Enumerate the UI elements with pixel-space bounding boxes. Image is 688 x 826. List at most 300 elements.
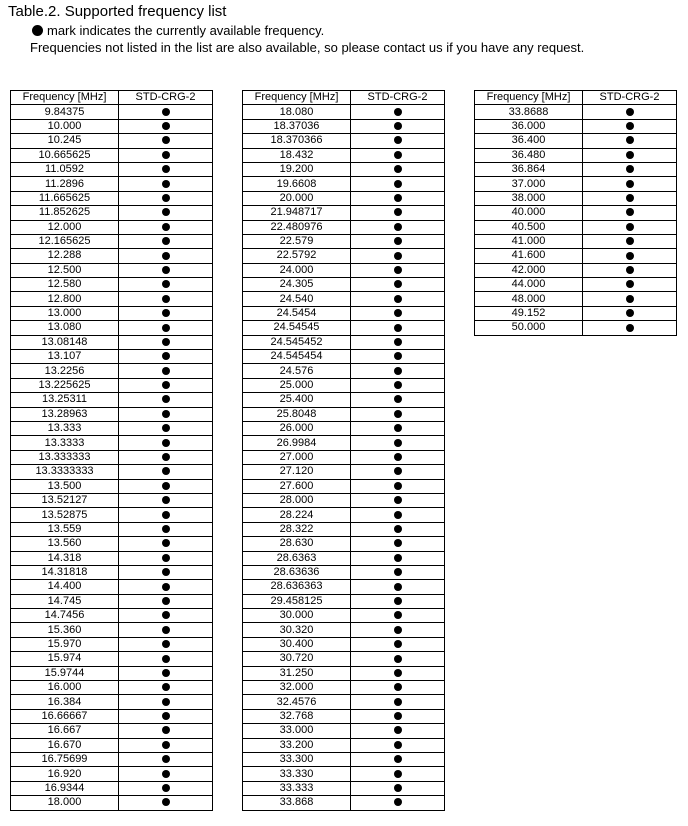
table-row [11,724,213,738]
availability-cell [351,681,445,695]
availability-cell [351,421,445,435]
availability-cell [119,249,213,263]
frequency-cell: 28.636363 [243,580,351,594]
table-body [243,105,445,810]
table-row [11,407,213,421]
available-mark-icon [162,252,170,260]
table-row [11,695,213,709]
table-row [475,321,677,335]
available-mark-icon [626,266,634,274]
frequency-cell: 16.000 [11,681,119,695]
frequency-cell: 30.000 [243,609,351,623]
frequency-cell: 33.333 [243,781,351,795]
table-row [11,364,213,378]
table-row [11,220,213,234]
availability-cell [583,206,677,220]
frequency-cell: 30.720 [243,652,351,666]
frequency-cell: 20.000 [243,191,351,205]
availability-cell [119,350,213,364]
table-row [11,781,213,795]
table-row [11,738,213,752]
table-row [475,177,677,191]
availability-cell [351,220,445,234]
available-mark-icon [626,108,634,116]
availability-cell [351,637,445,651]
availability-cell [119,321,213,335]
frequency-cell: 11.2896 [11,177,119,191]
available-mark-icon [626,180,634,188]
availability-cell [583,119,677,133]
availability-cell [351,479,445,493]
availability-cell [351,321,445,335]
frequency-cell: 36.400 [475,134,583,148]
available-mark-icon [394,108,402,116]
available-mark-icon [394,208,402,216]
availability-cell [351,781,445,795]
available-mark-icon [394,453,402,461]
table-row [243,134,445,148]
available-mark-icon [626,309,634,317]
table-row [475,191,677,205]
frequency-cell: 16.667 [11,724,119,738]
available-mark-icon [394,352,402,360]
frequency-cell: 33.000 [243,724,351,738]
table-row [243,724,445,738]
availability-cell [351,350,445,364]
frequency-cell: 24.5454 [243,306,351,320]
available-mark-icon [394,626,402,634]
frequency-cell: 36.864 [475,162,583,176]
availability-cell [119,479,213,493]
available-mark-icon [394,770,402,778]
available-mark-icon [394,309,402,317]
availability-cell [119,508,213,522]
frequency-cell: 24.545454 [243,350,351,364]
available-mark-icon [394,180,402,188]
table-row [243,508,445,522]
table-row [475,220,677,234]
available-mark-icon [162,208,170,216]
available-mark-icon [626,252,634,260]
frequency-cell: 38.000 [475,191,583,205]
available-mark-icon [162,496,170,504]
frequency-cell: 18.37036 [243,119,351,133]
availability-cell [583,220,677,234]
table-row [243,479,445,493]
table-row [11,134,213,148]
frequency-cell: 15.9744 [11,666,119,680]
frequency-cell: 13.500 [11,479,119,493]
frequency-cell: 26.9984 [243,436,351,450]
available-mark-icon [162,352,170,360]
availability-cell [351,666,445,680]
frequency-cell: 15.360 [11,623,119,637]
frequency-cell: 24.545452 [243,335,351,349]
available-mark-icon [626,194,634,202]
frequency-cell: 24.54545 [243,321,351,335]
table-row [243,752,445,766]
availability-cell [351,249,445,263]
frequency-cell: 10.000 [11,119,119,133]
table-row [243,105,445,119]
available-mark-icon [394,683,402,691]
availability-cell [351,436,445,450]
table-body [11,105,213,810]
available-mark-icon [394,165,402,173]
table-row [243,738,445,752]
table-row [11,580,213,594]
available-mark-icon [394,583,402,591]
availability-cell [583,134,677,148]
available-mark-icon [394,324,402,332]
table-row [243,234,445,248]
available-mark-icon [394,136,402,144]
frequency-cell: 12.165625 [11,234,119,248]
frequency-cell: 32.000 [243,681,351,695]
table-row [475,234,677,248]
availability-cell [119,206,213,220]
availability-cell [351,292,445,306]
table-row [11,321,213,335]
table-row [11,206,213,220]
frequency-cell: 27.000 [243,450,351,464]
table-row [475,278,677,292]
availability-cell [119,306,213,320]
frequency-cell: 27.600 [243,479,351,493]
availability-cell [351,796,445,810]
available-mark-icon [394,669,402,677]
table-row [243,364,445,378]
frequency-cell: 42.000 [475,263,583,277]
frequency-cell: 25.400 [243,393,351,407]
available-mark-icon [394,266,402,274]
available-mark-icon [162,597,170,605]
frequency-cell: 19.6608 [243,177,351,191]
availability-cell [583,148,677,162]
table-row [243,565,445,579]
table-row [243,306,445,320]
frequency-cell: 30.400 [243,637,351,651]
availability-cell [351,537,445,551]
available-mark-icon [626,136,634,144]
available-mark-icon [162,180,170,188]
table-row [243,580,445,594]
frequency-cell: 44.000 [475,278,583,292]
availability-cell [351,752,445,766]
table-row [11,105,213,119]
frequency-cell: 41.000 [475,234,583,248]
available-mark-icon [626,324,634,332]
availability-cell [583,105,677,119]
frequency-cell: 12.800 [11,292,119,306]
table-row [475,105,677,119]
table-row [11,350,213,364]
frequency-cell: 18.000 [11,796,119,810]
availability-cell [351,493,445,507]
frequency-cell: 22.480976 [243,220,351,234]
available-mark-icon [162,798,170,806]
frequency-cell: 16.670 [11,738,119,752]
available-mark-icon [394,194,402,202]
available-mark-icon [626,280,634,288]
frequency-cell: 16.920 [11,767,119,781]
table-row [475,134,677,148]
table-row [11,508,213,522]
table-row [11,177,213,191]
availability-cell [119,465,213,479]
table-row [11,609,213,623]
table-header-row [475,91,677,105]
available-mark-icon [162,122,170,130]
frequency-cell: 13.08148 [11,335,119,349]
availability-cell [351,306,445,320]
frequency-cell: 29.458125 [243,594,351,608]
available-mark-icon [162,367,170,375]
table-row [475,162,677,176]
table-row [11,234,213,248]
table-row [243,623,445,637]
table-row [243,522,445,536]
table-row [243,220,445,234]
available-mark-icon [394,122,402,130]
availability-cell [119,407,213,421]
frequency-cell: 14.318 [11,551,119,565]
available-mark-icon [162,165,170,173]
availability-cell [119,148,213,162]
table-header-row [11,91,213,105]
availability-cell [583,191,677,205]
available-mark-icon [162,770,170,778]
availability-cell [351,609,445,623]
availability-cell [351,364,445,378]
availability-cell [583,162,677,176]
availability-cell [119,781,213,795]
availability-cell [119,609,213,623]
frequency-cell: 18.370366 [243,134,351,148]
frequency-cell: 12.500 [11,263,119,277]
availability-cell [119,105,213,119]
frequency-cell: 12.000 [11,220,119,234]
frequency-table-1 [10,90,213,811]
frequency-cell: 30.320 [243,623,351,637]
available-mark-icon [394,395,402,403]
frequency-cell: 49.152 [475,306,583,320]
frequency-cell: 14.745 [11,594,119,608]
available-mark-icon [394,511,402,519]
availability-cell [583,263,677,277]
frequency-cell: 16.9344 [11,781,119,795]
available-mark-icon [162,338,170,346]
available-mark-icon [162,424,170,432]
available-mark-icon [162,683,170,691]
availability-cell [119,652,213,666]
frequency-cell: 13.560 [11,537,119,551]
availability-cell [351,465,445,479]
frequency-cell: 28.224 [243,508,351,522]
frequency-cell: 28.630 [243,537,351,551]
frequency-cell: 13.3333333 [11,465,119,479]
frequency-cell: 15.974 [11,652,119,666]
available-mark-icon [162,554,170,562]
frequency-cell: 22.579 [243,234,351,248]
frequency-cell: 13.3333 [11,436,119,450]
available-mark-icon [162,136,170,144]
table-row [11,522,213,536]
available-mark-icon [626,151,634,159]
frequency-cell: 13.52875 [11,508,119,522]
frequency-cell: 15.970 [11,637,119,651]
table-row [11,378,213,392]
model-column-header: STD-CRG-2 [351,91,445,105]
available-mark-icon [394,381,402,389]
availability-cell [351,119,445,133]
availability-cell [351,767,445,781]
availability-cell [351,450,445,464]
available-mark-icon [162,266,170,274]
table-row [11,436,213,450]
availability-cell [119,191,213,205]
table-row [243,263,445,277]
frequency-cell: 32.4576 [243,695,351,709]
availability-cell [351,162,445,176]
available-mark-icon [162,223,170,231]
table-row [11,306,213,320]
table-row [11,450,213,464]
table-row [11,191,213,205]
table-row [243,162,445,176]
frequency-column-header: Frequency [MHz] [243,91,351,105]
frequency-cell: 16.75699 [11,752,119,766]
table-row [243,709,445,723]
frequency-cell: 13.52127 [11,493,119,507]
frequency-cell: 13.225625 [11,378,119,392]
table-body [475,105,677,335]
available-mark-icon [162,151,170,159]
frequency-cell: 40.500 [475,220,583,234]
availability-cell [119,594,213,608]
availability-cell [119,565,213,579]
table-row [11,148,213,162]
availability-cell [119,537,213,551]
table-row [243,666,445,680]
table-row [475,249,677,263]
table-row [11,465,213,479]
table-row [11,666,213,680]
frequency-cell: 10.245 [11,134,119,148]
legend-note [30,23,324,39]
frequency-cell: 11.0592 [11,162,119,176]
table-row [475,119,677,133]
available-mark-icon [162,755,170,763]
availability-cell [119,234,213,248]
availability-cell [119,421,213,435]
frequency-cell: 10.665625 [11,148,119,162]
table-row [243,421,445,435]
frequency-cell: 28.6363 [243,551,351,565]
available-mark-icon [162,611,170,619]
frequency-cell: 33.300 [243,752,351,766]
availability-cell [583,306,677,320]
table-header-row [243,91,445,105]
availability-cell [351,580,445,594]
available-mark-icon [162,453,170,461]
frequency-cell: 24.576 [243,364,351,378]
availability-cell [119,335,213,349]
frequency-cell: 27.120 [243,465,351,479]
availability-cell [119,134,213,148]
availability-cell [351,105,445,119]
available-mark-icon [162,395,170,403]
available-mark-icon [394,252,402,260]
table-row [11,119,213,133]
frequency-cell: 11.852625 [11,206,119,220]
frequency-cell: 28.63636 [243,565,351,579]
availability-cell [583,292,677,306]
availability-cell [351,206,445,220]
available-mark-icon [394,597,402,605]
table-row [11,594,213,608]
available-mark-icon [162,439,170,447]
availability-cell [351,623,445,637]
available-mark-icon [394,640,402,648]
available-mark-icon [394,367,402,375]
availability-cell [119,522,213,536]
availability-cell [119,177,213,191]
frequency-cell: 31.250 [243,666,351,680]
availability-cell [119,493,213,507]
frequency-cell: 50.000 [475,321,583,335]
available-mark-icon [162,381,170,389]
table-row [11,767,213,781]
table-row [475,306,677,320]
table-row [243,637,445,651]
availability-cell [583,234,677,248]
available-mark-icon [626,295,634,303]
frequency-cell: 16.384 [11,695,119,709]
table-row [11,493,213,507]
available-mark-icon [394,741,402,749]
availability-cell [119,752,213,766]
available-mark-icon [394,295,402,303]
availability-cell [351,191,445,205]
available-mark-icon [394,568,402,576]
available-mark-icon [394,223,402,231]
table-row [243,796,445,810]
table-row [243,292,445,306]
available-mark-icon [394,554,402,562]
frequency-cell: 13.333333 [11,450,119,464]
frequency-cell: 13.080 [11,321,119,335]
availability-cell [351,594,445,608]
availability-cell [119,263,213,277]
available-mark-icon [394,280,402,288]
frequency-cell: 18.080 [243,105,351,119]
table-row [243,407,445,421]
frequency-cell: 13.559 [11,522,119,536]
availability-cell [351,407,445,421]
available-mark-icon [162,467,170,475]
availability-cell [119,796,213,810]
model-column-header: STD-CRG-2 [583,91,677,105]
frequency-cell: 12.288 [11,249,119,263]
availability-cell [119,695,213,709]
available-mark-icon [394,798,402,806]
available-mark-icon [162,410,170,418]
availability-cell [119,436,213,450]
availability-cell [351,393,445,407]
availability-cell [119,580,213,594]
available-mark-icon [162,280,170,288]
